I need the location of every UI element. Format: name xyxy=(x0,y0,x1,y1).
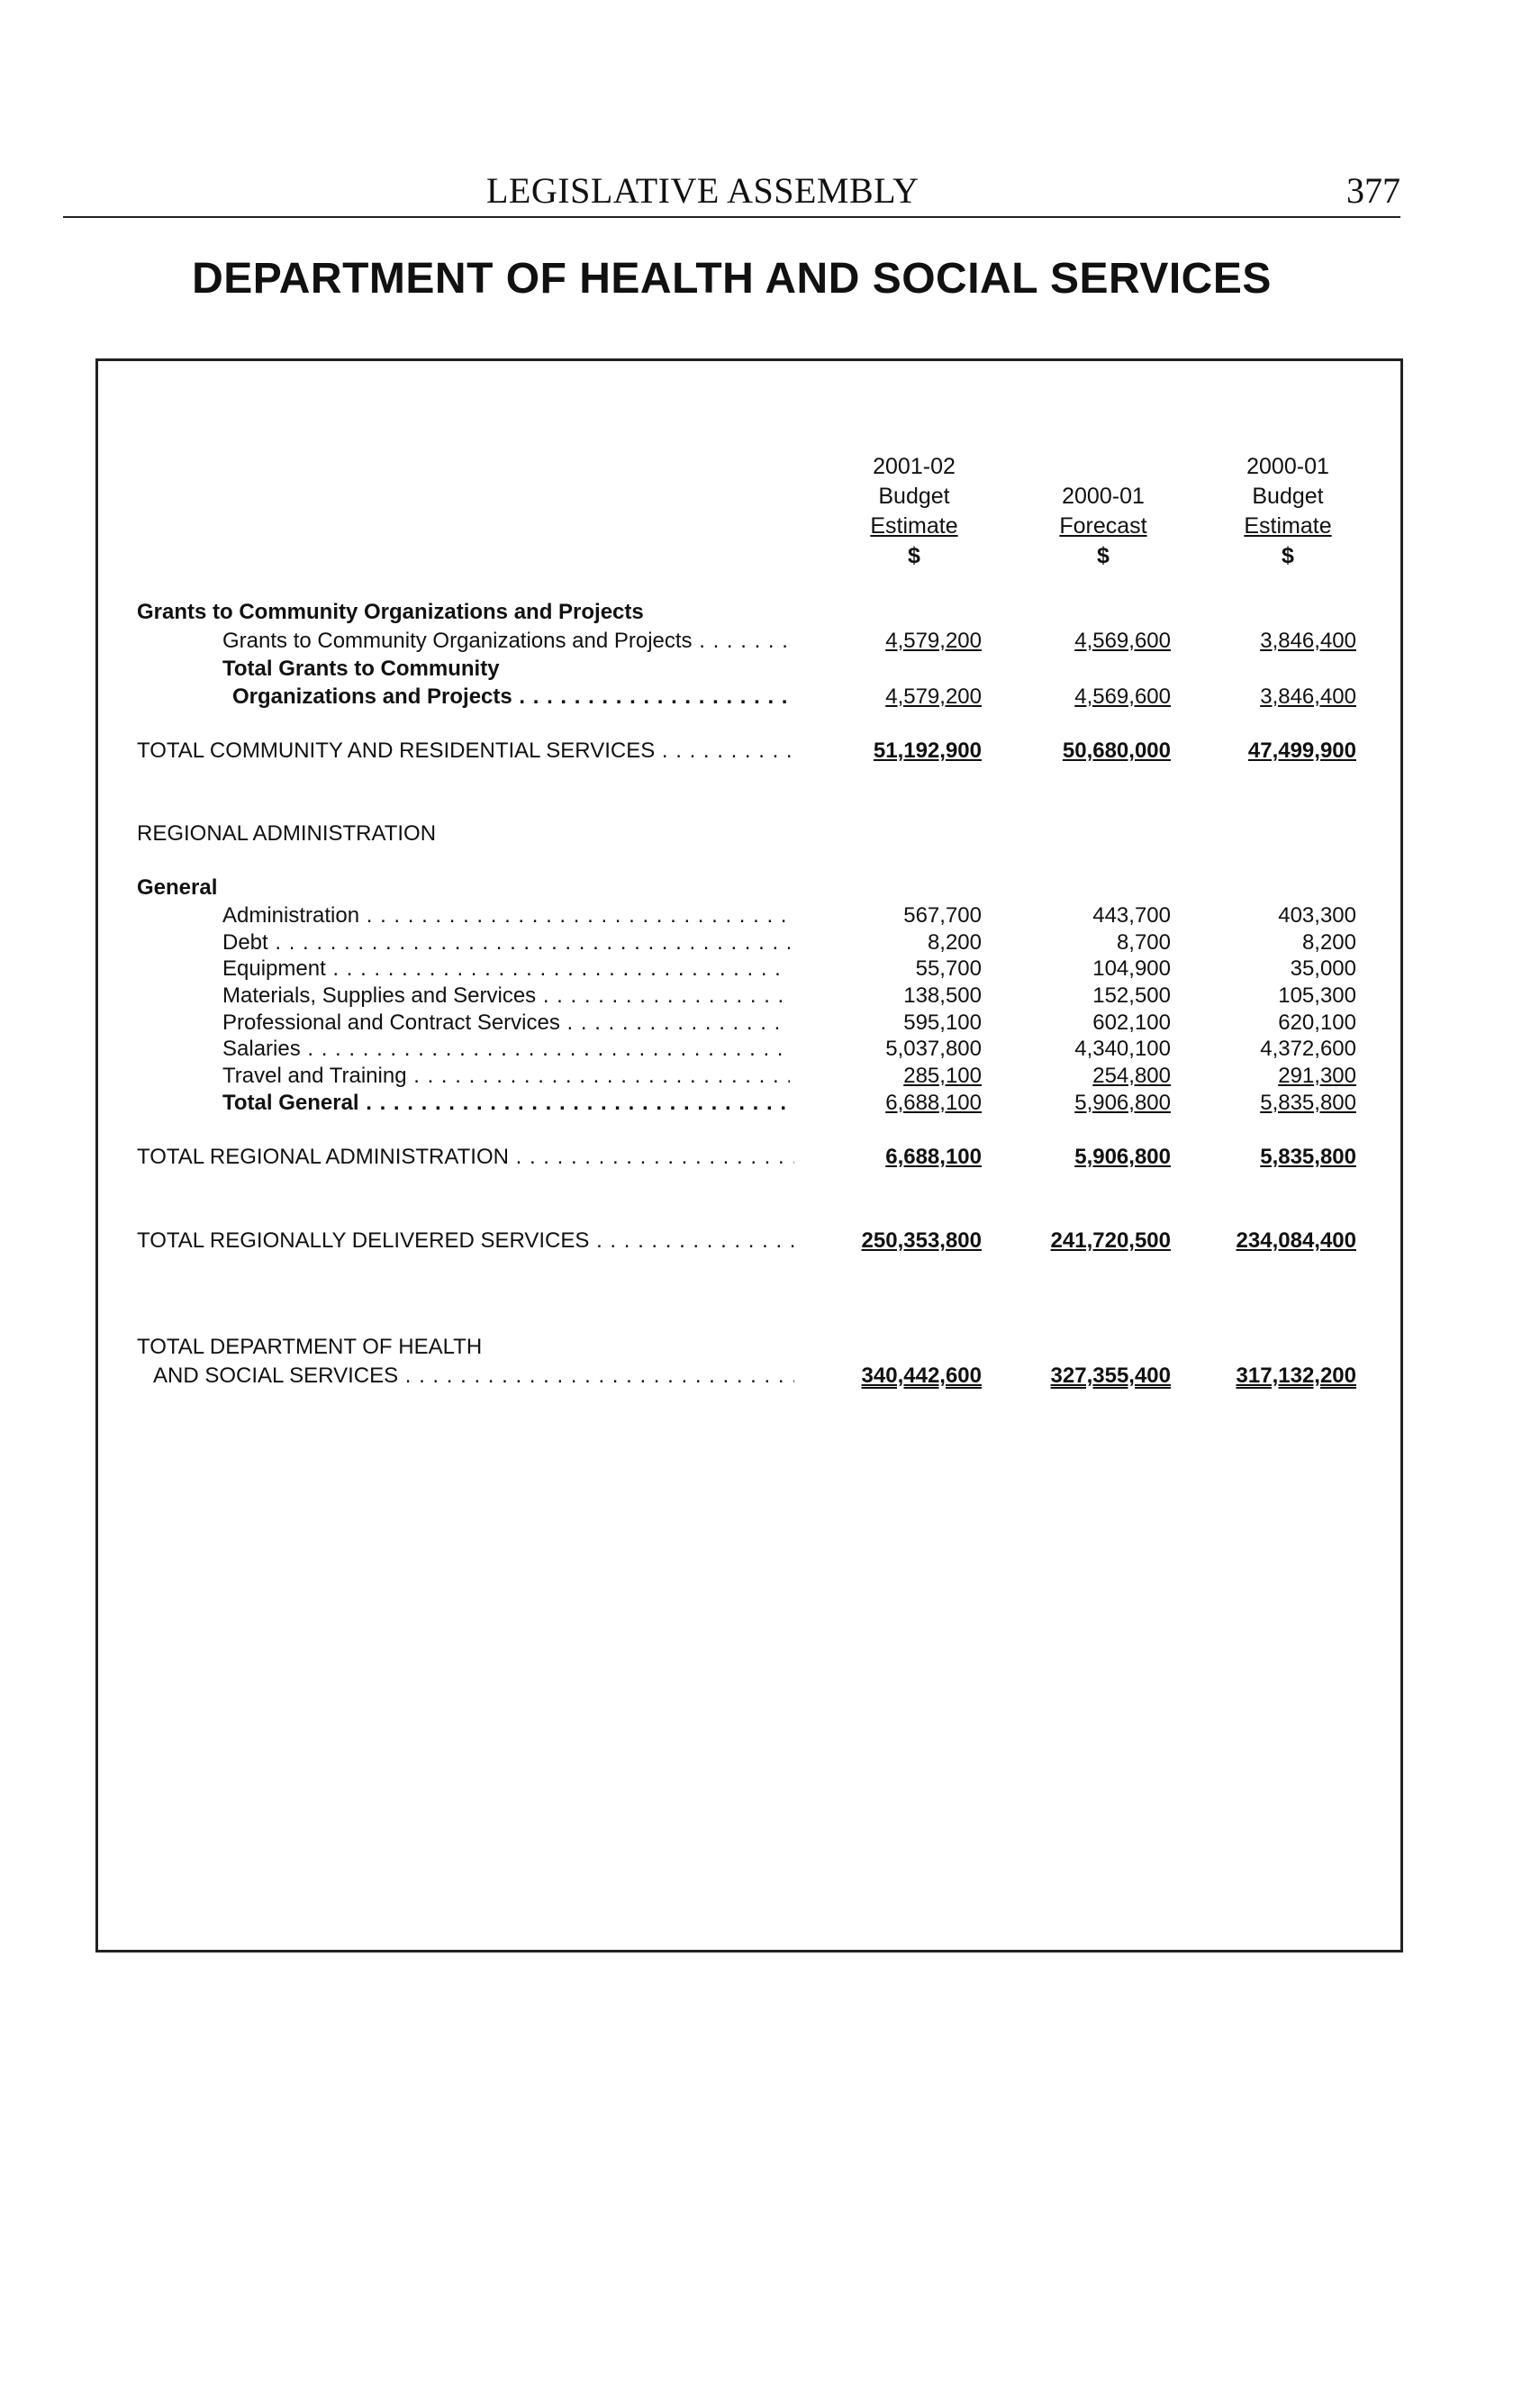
table-row xyxy=(0,1009,1540,1037)
row-label: Materials, Supplies and Services . . . xyxy=(222,982,790,1010)
subtotal-row-grants xyxy=(0,683,1540,711)
total-row-community-residential xyxy=(0,737,1540,766)
value-2000-01-forecast: 152,500 xyxy=(1092,983,1171,1008)
table-row xyxy=(0,929,1540,957)
page-number: 377 xyxy=(1346,170,1400,211)
value-2000-01-forecast: 4,340,100 xyxy=(1074,1037,1171,1061)
value-2000-01-forecast: 104,900 xyxy=(1092,956,1171,981)
value-2000-01-estimate: 105,300 xyxy=(1278,983,1356,1008)
value-2001-02-estimate: 8,200 xyxy=(927,930,982,955)
row-label: Debt . . . xyxy=(222,929,790,957)
value-2000-01-estimate: 5,835,800 xyxy=(1260,1145,1356,1169)
value-2001-02-estimate: 567,700 xyxy=(903,903,982,928)
value-2000-01-estimate: 35,000 xyxy=(1290,956,1356,981)
column-header-line: 2000-01 xyxy=(1246,454,1329,479)
row-label: Travel and Training . . . xyxy=(222,1062,790,1091)
section-heading-general xyxy=(0,874,1540,902)
column-header-2001-02-estimate xyxy=(833,452,995,571)
value-2001-02-estimate: 6,688,100 xyxy=(885,1091,982,1115)
total-label: TOTAL REGIONAL ADMINISTRATION . . . xyxy=(137,1143,794,1172)
section-heading-label: REGIONAL ADMINISTRATION xyxy=(137,821,437,846)
value-2001-02-estimate: 55,700 xyxy=(915,956,982,981)
value-2000-01-estimate: 5,835,800 xyxy=(1260,1091,1356,1115)
assembly-title: LEGISLATIVE ASSEMBLY xyxy=(486,170,919,211)
running-header xyxy=(63,166,1400,218)
subtotal-label: Total General . . . xyxy=(222,1089,790,1118)
value-2001-02-estimate: 595,100 xyxy=(903,1010,982,1035)
value-2001-02-estimate: 5,037,800 xyxy=(885,1037,982,1061)
value-2000-01-forecast: 4,569,600 xyxy=(1074,684,1171,709)
value-2000-01-estimate: 291,300 xyxy=(1278,1064,1356,1088)
table-row xyxy=(0,955,1540,983)
column-header-2000-01-forecast xyxy=(1022,452,1184,571)
column-header-line xyxy=(1022,452,1184,482)
section-heading-grants xyxy=(0,598,1540,627)
value-2001-02-estimate: 4,579,200 xyxy=(885,684,982,709)
column-header-line: Forecast xyxy=(1059,513,1147,539)
value-2000-01-estimate: 47,499,900 xyxy=(1247,738,1356,763)
total-row-regionally-delivered xyxy=(0,1227,1540,1255)
value-2000-01-estimate: 3,846,400 xyxy=(1260,684,1356,709)
table-row xyxy=(0,627,1540,656)
row-label: Salaries . . . xyxy=(222,1035,790,1064)
value-2000-01-estimate: 4,372,600 xyxy=(1260,1037,1356,1061)
total-row-regional-administration xyxy=(0,1143,1540,1172)
column-header-line: Estimate xyxy=(1244,513,1332,539)
value-2000-01-forecast: 602,100 xyxy=(1092,1010,1171,1035)
section-heading-regional-administration xyxy=(0,820,1540,848)
row-label: Administration . . . xyxy=(222,902,790,930)
value-2001-02-estimate: 6,688,100 xyxy=(885,1145,982,1169)
value-2001-02-estimate: 138,500 xyxy=(903,983,982,1008)
value-2000-01-forecast: 5,906,800 xyxy=(1074,1145,1171,1169)
column-header-2000-01-estimate xyxy=(1207,452,1369,571)
row-label: Equipment . . . xyxy=(222,955,790,983)
value-2000-01-estimate: 403,300 xyxy=(1278,903,1356,928)
section-heading-label: Grants to Community Organizations and Projects xyxy=(137,600,644,624)
value-2000-01-forecast: 443,700 xyxy=(1092,903,1171,928)
value-2000-01-forecast: 50,680,000 xyxy=(1062,738,1171,763)
column-header-line: 2000-01 xyxy=(1062,484,1145,509)
value-2000-01-estimate: 620,100 xyxy=(1278,1010,1356,1035)
value-2000-01-forecast: 241,720,500 xyxy=(1050,1228,1171,1253)
value-2000-01-forecast: 254,800 xyxy=(1092,1064,1171,1088)
value-2000-01-estimate: 3,846,400 xyxy=(1260,629,1356,653)
row-label: Professional and Contract Services . . . xyxy=(222,1009,790,1037)
total-department-label-line xyxy=(0,1333,1540,1362)
value-2001-02-estimate: 340,442,600 xyxy=(861,1364,982,1388)
value-2001-02-estimate: 4,579,200 xyxy=(885,629,982,653)
subtotal-row-general xyxy=(0,1089,1540,1118)
row-label: Grants to Community Organizations and Projects . . . xyxy=(222,627,790,656)
section-heading-label: General xyxy=(137,875,218,900)
total-label: AND SOCIAL SERVICES . . . xyxy=(153,1362,794,1391)
column-unit: $ xyxy=(1097,543,1110,568)
table-row xyxy=(0,1062,1540,1091)
value-2000-01-estimate: 234,084,400 xyxy=(1236,1228,1356,1253)
table-row xyxy=(0,1035,1540,1064)
value-2000-01-estimate: 317,132,200 xyxy=(1236,1364,1356,1388)
value-2001-02-estimate: 51,192,900 xyxy=(873,738,982,763)
subtotal-label: Organizations and Projects . . . xyxy=(232,683,790,711)
total-label: TOTAL DEPARTMENT OF HEALTH xyxy=(137,1335,483,1359)
column-header-line: Budget xyxy=(1252,484,1324,509)
column-unit: $ xyxy=(908,543,920,568)
value-2000-01-forecast: 5,906,800 xyxy=(1074,1091,1171,1115)
table-row xyxy=(0,902,1540,930)
column-header-line: 2001-02 xyxy=(873,454,956,479)
department-title: DEPARTMENT OF HEALTH AND SOCIAL SERVICES xyxy=(192,255,1272,303)
column-header-line: Estimate xyxy=(870,513,958,539)
column-header-line: Budget xyxy=(878,484,950,509)
value-2000-01-forecast: 4,569,600 xyxy=(1074,629,1171,653)
total-row-department xyxy=(0,1362,1540,1391)
value-2000-01-forecast: 327,355,400 xyxy=(1050,1364,1171,1388)
value-2000-01-estimate: 8,200 xyxy=(1301,930,1356,955)
column-unit: $ xyxy=(1282,543,1294,568)
table-row xyxy=(0,982,1540,1010)
value-2001-02-estimate: 250,353,800 xyxy=(861,1228,982,1253)
total-label: TOTAL REGIONALLY DELIVERED SERVICES . . . xyxy=(137,1227,794,1255)
subtotal-label-line xyxy=(0,655,1540,684)
value-2001-02-estimate: 285,100 xyxy=(903,1064,982,1088)
subtotal-label: Total Grants to Community xyxy=(222,657,500,681)
total-label: TOTAL COMMUNITY AND RESIDENTIAL SERVICES . . . xyxy=(137,737,794,766)
value-2000-01-forecast: 8,700 xyxy=(1116,930,1171,955)
